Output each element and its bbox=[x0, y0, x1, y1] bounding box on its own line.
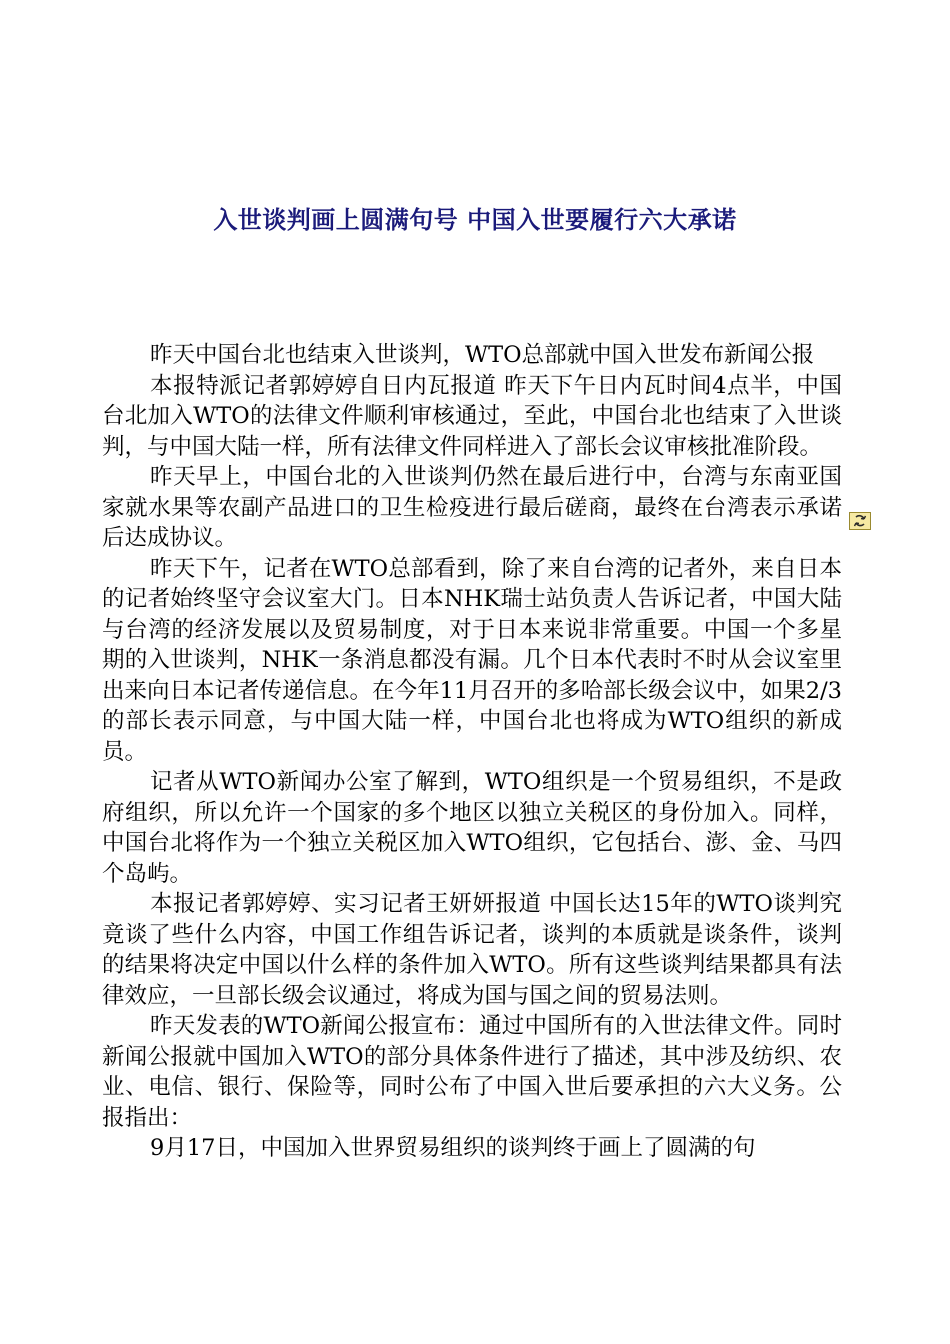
refresh-icon-glyph bbox=[850, 513, 870, 529]
paragraph: 昨天下午，记者在WTO总部看到，除了来自台湾的记者外，来自日本的记者始终坚守会议室大门。日本NHK瑞士站负责人告诉记者，中国大陆与台湾的经济发展以及贸易制度，对于日本来说非常重要。中国一个多星期的入世谈判，NHK一条消息都没有漏。几个日本代表时不时从会议室里出来向日本记者传递信息。在今年11月召开的多哈部长级会议中，如果2/3的部长表示同意，与中国大陆一样，中国台北也将成为WTO组织的新成员。 bbox=[102, 555, 842, 765]
paragraph: 昨天早上，中国台北的入世谈判仍然在最后进行中，台湾与东南亚国家就水果等农副产品进口的卫生检疫进行最后磋商，最终在台湾表示承诺后达成协议。 bbox=[102, 464, 842, 551]
refresh-icon[interactable] bbox=[849, 512, 871, 530]
paragraph: 本报特派记者郭婷婷自日内瓦报道 昨天下午日内瓦时间4点半，中国台北加入WTO的法律文件顺利审核通过，至此，中国台北也结束了入世谈判，与中国大陆一样，所有法律文件同样进入了部长会议审核批准阶段。 bbox=[102, 372, 842, 460]
paragraph: 昨天中国台北也结束入世谈判，WTO总部就中国入世发布新闻公报 bbox=[150, 342, 815, 368]
paragraph: 昨天发表的WTO新闻公报宣布：通过中国所有的入世法律文件。同时新闻公报就中国加入WTO的部分具体条件进行了描述，其中涉及纺织、农业、电信、银行、保险等，同时公布了中国入世后要承担的六大义务。公报指出： bbox=[102, 1013, 842, 1131]
paragraph: 本报记者郭婷婷、实习记者王妍妍报道 中国长达15年的WTO谈判究竟谈了些什么内容，中国工作组告诉记者，谈判的本质就是谈条件，谈判的结果将决定中国以什么样的条件加入WTO。所有这些谈判结果都具有法律效应，一旦部长级会议通过，将成为国与国之间的贸易法则。 bbox=[102, 891, 842, 1009]
paragraph: 记者从WTO新闻办公室了解到，WTO组织是一个贸易组织，不是政府组织，所以允许一个国家的多个地区以独立关税区的身份加入。同样，中国台北将作为一个独立关税区加入WTO组织，它包括台、澎、金、马四个岛屿。 bbox=[102, 769, 842, 887]
paragraph: 9月17日，中国加入世界贸易组织的谈判终于画上了圆满的句 bbox=[150, 1135, 756, 1161]
document-title: 入世谈判画上圆满句号 中国入世要履行六大承诺 bbox=[213, 205, 737, 234]
article-body bbox=[102, 340, 842, 1164]
